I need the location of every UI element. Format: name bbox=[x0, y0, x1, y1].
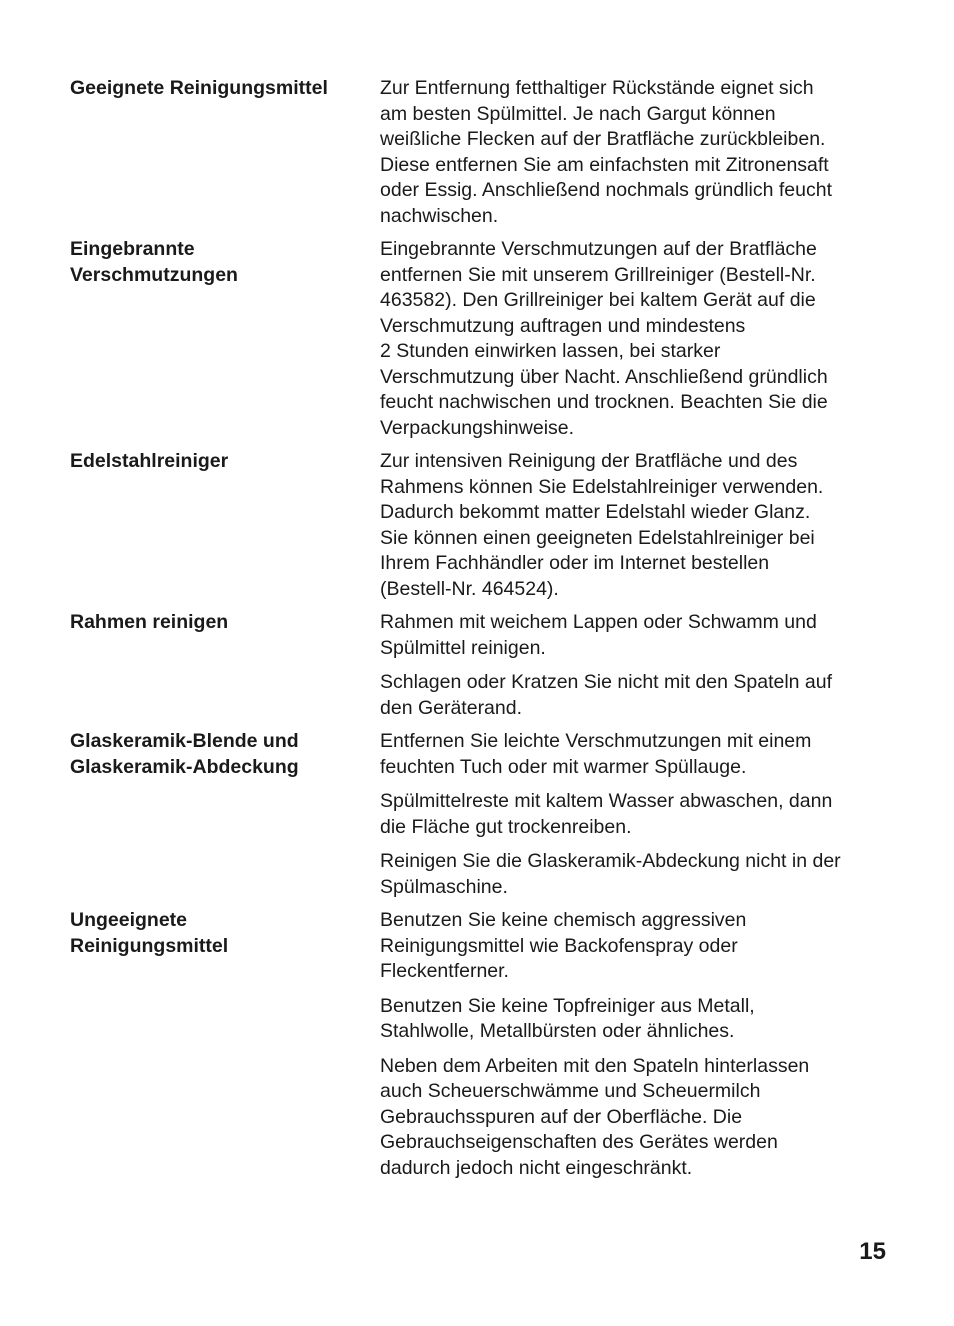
section-ungeeignete-reinigungsmittel bbox=[70, 908, 885, 1181]
cleaning-instructions bbox=[70, 76, 885, 1189]
paragraph: Eingebrannte Verschmutzungen auf der Bratfläche entfernen Sie mit unserem Grillreiniger (Bestell-Nr. 463582). Den Grillreiniger bei kaltem Gerät auf die Verschmutzung auftragen und mindestens 2 Stunden einwirken lassen, bei starker Verschmutzung über Nacht. Anschließend gründlich feucht nachwischen und trocknen. Beachten Sie die Verpackungshinweise. bbox=[380, 238, 828, 439]
section-rahmen-reinigen bbox=[70, 610, 885, 721]
section-eingebrannte-verschmutzungen bbox=[70, 237, 885, 441]
paragraph: Schlagen oder Kratzen Sie nicht mit den Spateln auf den Geräterand. bbox=[380, 671, 833, 719]
section-description bbox=[380, 76, 885, 229]
paragraph: Rahmen mit weichem Lappen oder Schwamm und Spülmittel reinigen. bbox=[380, 611, 817, 659]
section-glaskeramik bbox=[70, 729, 885, 900]
paragraph: Benutzen Sie keine chemisch aggressiven Reinigungsmittel wie Backofenspray oder Fleckentferner. bbox=[380, 909, 747, 982]
section-term: Eingebrannte Verschmutzungen bbox=[70, 238, 238, 286]
section-geeignete-reinigungsmittel bbox=[70, 76, 885, 229]
paragraph: Neben dem Arbeiten mit den Spateln hinterlassen auch Scheuerschwämme und Scheuermilch Gebrauchsspuren auf der Oberfläche. Die Gebrauchseigenschaften des Gerätes werden dadurch jedoch nicht eingeschränkt. bbox=[380, 1054, 810, 1179]
paragraph: Zur intensiven Reinigung der Bratfläche und des Rahmens können Sie Edelstahlreiniger verwenden. Dadurch bekommt matter Edelstahl wieder Glanz. Sie können einen geeigneten Edelstahlreiniger bei Ihrem Fachhändler oder im Internet bestellen (Bestell-Nr. 464524). bbox=[380, 450, 824, 600]
section-description bbox=[380, 449, 885, 602]
section-description bbox=[380, 610, 885, 721]
section-description bbox=[380, 908, 885, 1181]
section-term: Ungeeignete Reinigungsmittel bbox=[70, 909, 229, 957]
page-number: 15 bbox=[859, 1238, 886, 1265]
section-term: Geeignete Reinigungsmittel bbox=[70, 77, 328, 99]
section-term: Edelstahlreiniger bbox=[70, 450, 229, 472]
section-term: Glaskeramik-Blende und Glaskeramik-Abdeckung bbox=[70, 730, 299, 778]
section-edelstahlreiniger bbox=[70, 449, 885, 602]
section-term: Rahmen reinigen bbox=[70, 611, 229, 633]
paragraph: Spülmittelreste mit kaltem Wasser abwaschen, dann die Fläche gut trockenreiben. bbox=[380, 790, 833, 838]
paragraph: Zur Entfernung fetthaltiger Rückstände eignet sich am besten Spülmittel. Je nach Gargut können weißliche Flecken auf der Bratfläche zurückbleiben. Diese entfernen Sie am einfachsten mit Zitronensaft oder Essig. Anschließend nochmals gründlich feucht nachwischen. bbox=[380, 77, 833, 227]
paragraph: Reinigen Sie die Glaskeramik-Abdeckung nicht in der Spülmaschine. bbox=[380, 850, 841, 898]
section-description bbox=[380, 729, 885, 900]
paragraph: Entfernen Sie leichte Verschmutzungen mit einem feuchten Tuch oder mit warmer Spüllauge. bbox=[380, 730, 812, 778]
section-description bbox=[380, 237, 885, 441]
paragraph: Benutzen Sie keine Topfreiniger aus Metall, Stahlwolle, Metallbürsten oder ähnliches. bbox=[380, 994, 755, 1042]
